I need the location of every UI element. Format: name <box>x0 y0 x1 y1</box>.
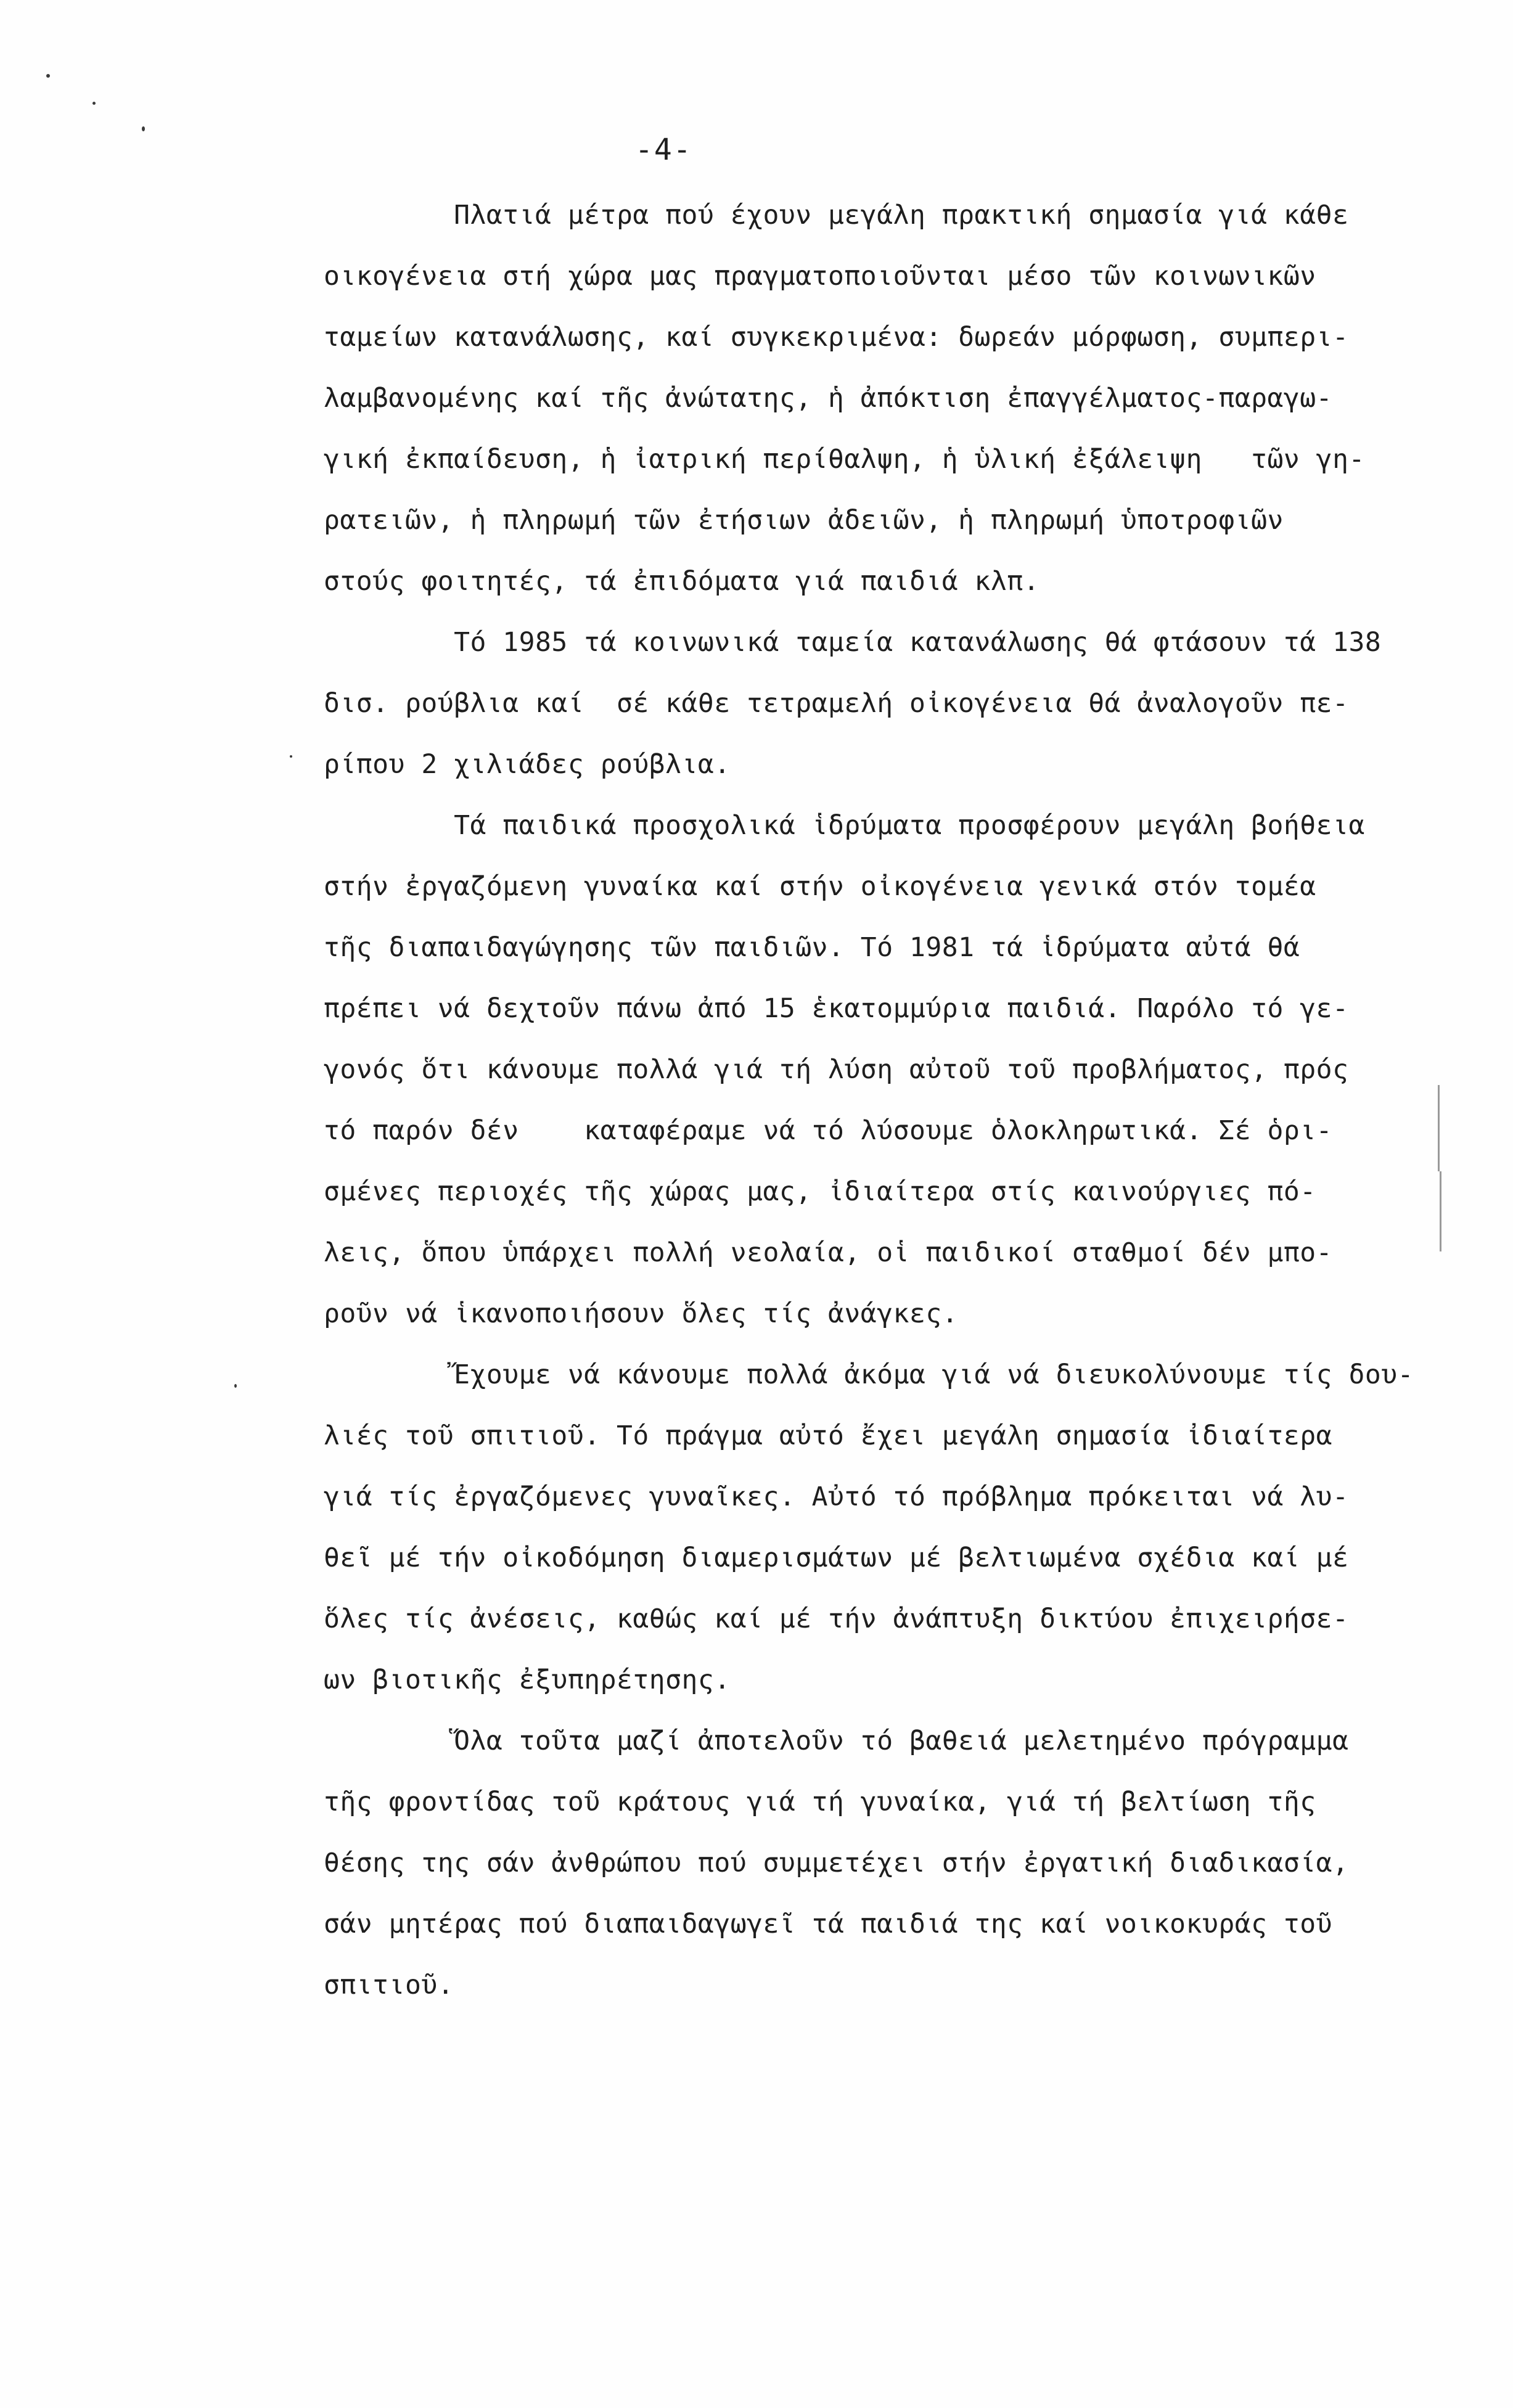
text-line: ροῦν νά ἱκανοποιήσουν ὅλες τίς ἀνάγκες. <box>324 1298 959 1329</box>
margin-mark <box>1438 1085 1440 1171</box>
text-line: Πλατιά μέτρα πού έχουν μεγάλη πρακτική σημασία γιά κάθε <box>324 200 1349 231</box>
text-line: δισ. ρούβλια καί σέ κάθε τετραμελή οἰκογένεια θά ἀναλογοῦν πε- <box>324 688 1349 719</box>
text-line: γιά τίς ἐργαζόμενες γυναῖκες. Αὐτό τό πρόβλημα πρόκειται νά λυ- <box>324 1481 1349 1512</box>
text-line: λιές τοῦ σπιτιοῦ. Τό πράγμα αὐτό ἔχει μεγάλη σημασία ἰδιαίτερα <box>324 1420 1333 1451</box>
text-line: γονός ὅτι κάνουμε πολλά γιά τή λύση αὐτοῦ τοῦ προβλήματος, πρός <box>324 1054 1349 1085</box>
text-line: σπιτιοῦ. <box>324 1970 454 2001</box>
text-line: σμένες περιοχές τῆς χώρας μας, ἰδιαίτερα στίς καινούργιες πό- <box>324 1176 1316 1207</box>
text-line: ὅλες τίς ἀνέσεις, καθώς καί μέ τήν ἀνάπτυξη δικτύου ἐπιχειρήσε- <box>324 1603 1349 1634</box>
text-line: στήν ἐργαζόμενη γυναίκα καί στήν οἰκογένεια γενικά στόν τομέα <box>324 871 1316 902</box>
text-line: ων βιοτικῆς ἐξυπηρέτησης. <box>324 1665 731 1695</box>
text-line: Ὅλα τοῦτα μαζί ἀποτελοῦν τό βαθειά μελετημένο πρόγραμμα <box>324 1726 1349 1756</box>
scan-speck <box>234 1384 237 1388</box>
text-line: τῆς διαπαιδαγώγησης τῶν παιδιῶν. Τό 1981 τά ἱδρύματα αὐτά θά <box>324 932 1300 963</box>
text-line: λεις, ὅπου ὑπάρχει πολλή νεολαία, οἱ παιδικοί σταθμοί δέν μπο- <box>324 1237 1333 1268</box>
text-line: ρίπου 2 χιλιάδες ρούβλια. <box>324 749 731 780</box>
text-line: τό παρόν δέν καταφέραμε νά τό λύσουμε ὁλοκληρωτικά. Σέ ὁρι- <box>324 1115 1333 1146</box>
scan-speck <box>92 102 96 105</box>
text-line: στούς φοιτητές, τά ἐπιδόματα γιά παιδιά κλπ. <box>324 566 1040 597</box>
text-line: θεῖ μέ τήν οἰκοδόμηση διαμερισμάτων μέ βελτιωμένα σχέδια καί μέ <box>324 1542 1349 1573</box>
text-line: ρατειῶν, ἡ πληρωμή τῶν ἐτήσιων ἀδειῶν, ἡ πληρωμή ὑποτροφιῶν <box>324 505 1284 536</box>
text-line: Ἔχουμε νά κάνουμε πολλά ἀκόμα γιά νά διευκολύνουμε τίς δου- <box>324 1359 1414 1390</box>
text-line: Τά παιδικά προσχολικά ἱδρύματα προσφέρουν μεγάλη βοήθεια <box>324 810 1365 841</box>
margin-mark <box>1440 1171 1441 1251</box>
text-line: θέσης της σάν ἀνθρώπου πού συμμετέχει στήν ἐργατική διαδικασία, <box>324 1848 1349 1878</box>
scan-speck <box>46 74 50 78</box>
text-line: γική ἐκπαίδευση, ἡ ἰατρική περίθαλψη, ἡ ὑλική ἐξάλειψη τῶν γη- <box>324 444 1365 475</box>
text-line: οικογένεια στή χώρα μας πραγματοποιοῦνται μέσο τῶν κοινωνικῶν <box>324 261 1316 292</box>
page-number: -4- <box>635 133 692 167</box>
text-line: τῆς φροντίδας τοῦ κράτους γιά τή γυναίκα, γιά τή βελτίωση τῆς <box>324 1787 1316 1817</box>
scan-speck <box>290 755 292 758</box>
body-text <box>324 185 1446 2016</box>
text-line: ταμείων κατανάλωσης, καί συγκεκριμένα: δωρεάν μόρφωση, συμπερι- <box>324 322 1349 353</box>
text-line: λαμβανομένης καί τῆς ἀνώτατης, ἡ ἀπόκτιση ἐπαγγέλματος-παραγω- <box>324 383 1333 414</box>
scan-speck <box>142 126 145 131</box>
text-line: πρέπει νά δεχτοῦν πάνω ἀπό 15 ἑκατομμύρια παιδιά. Παρόλο τό γε- <box>324 993 1349 1024</box>
text-line: σάν μητέρας πού διαπαιδαγωγεῖ τά παιδιά της καί νοικοκυράς τοῦ <box>324 1909 1333 1939</box>
text-line: Τό 1985 τά κοινωνικά ταμεία κατανάλωσης θά φτάσουν τά 138 <box>324 627 1382 658</box>
